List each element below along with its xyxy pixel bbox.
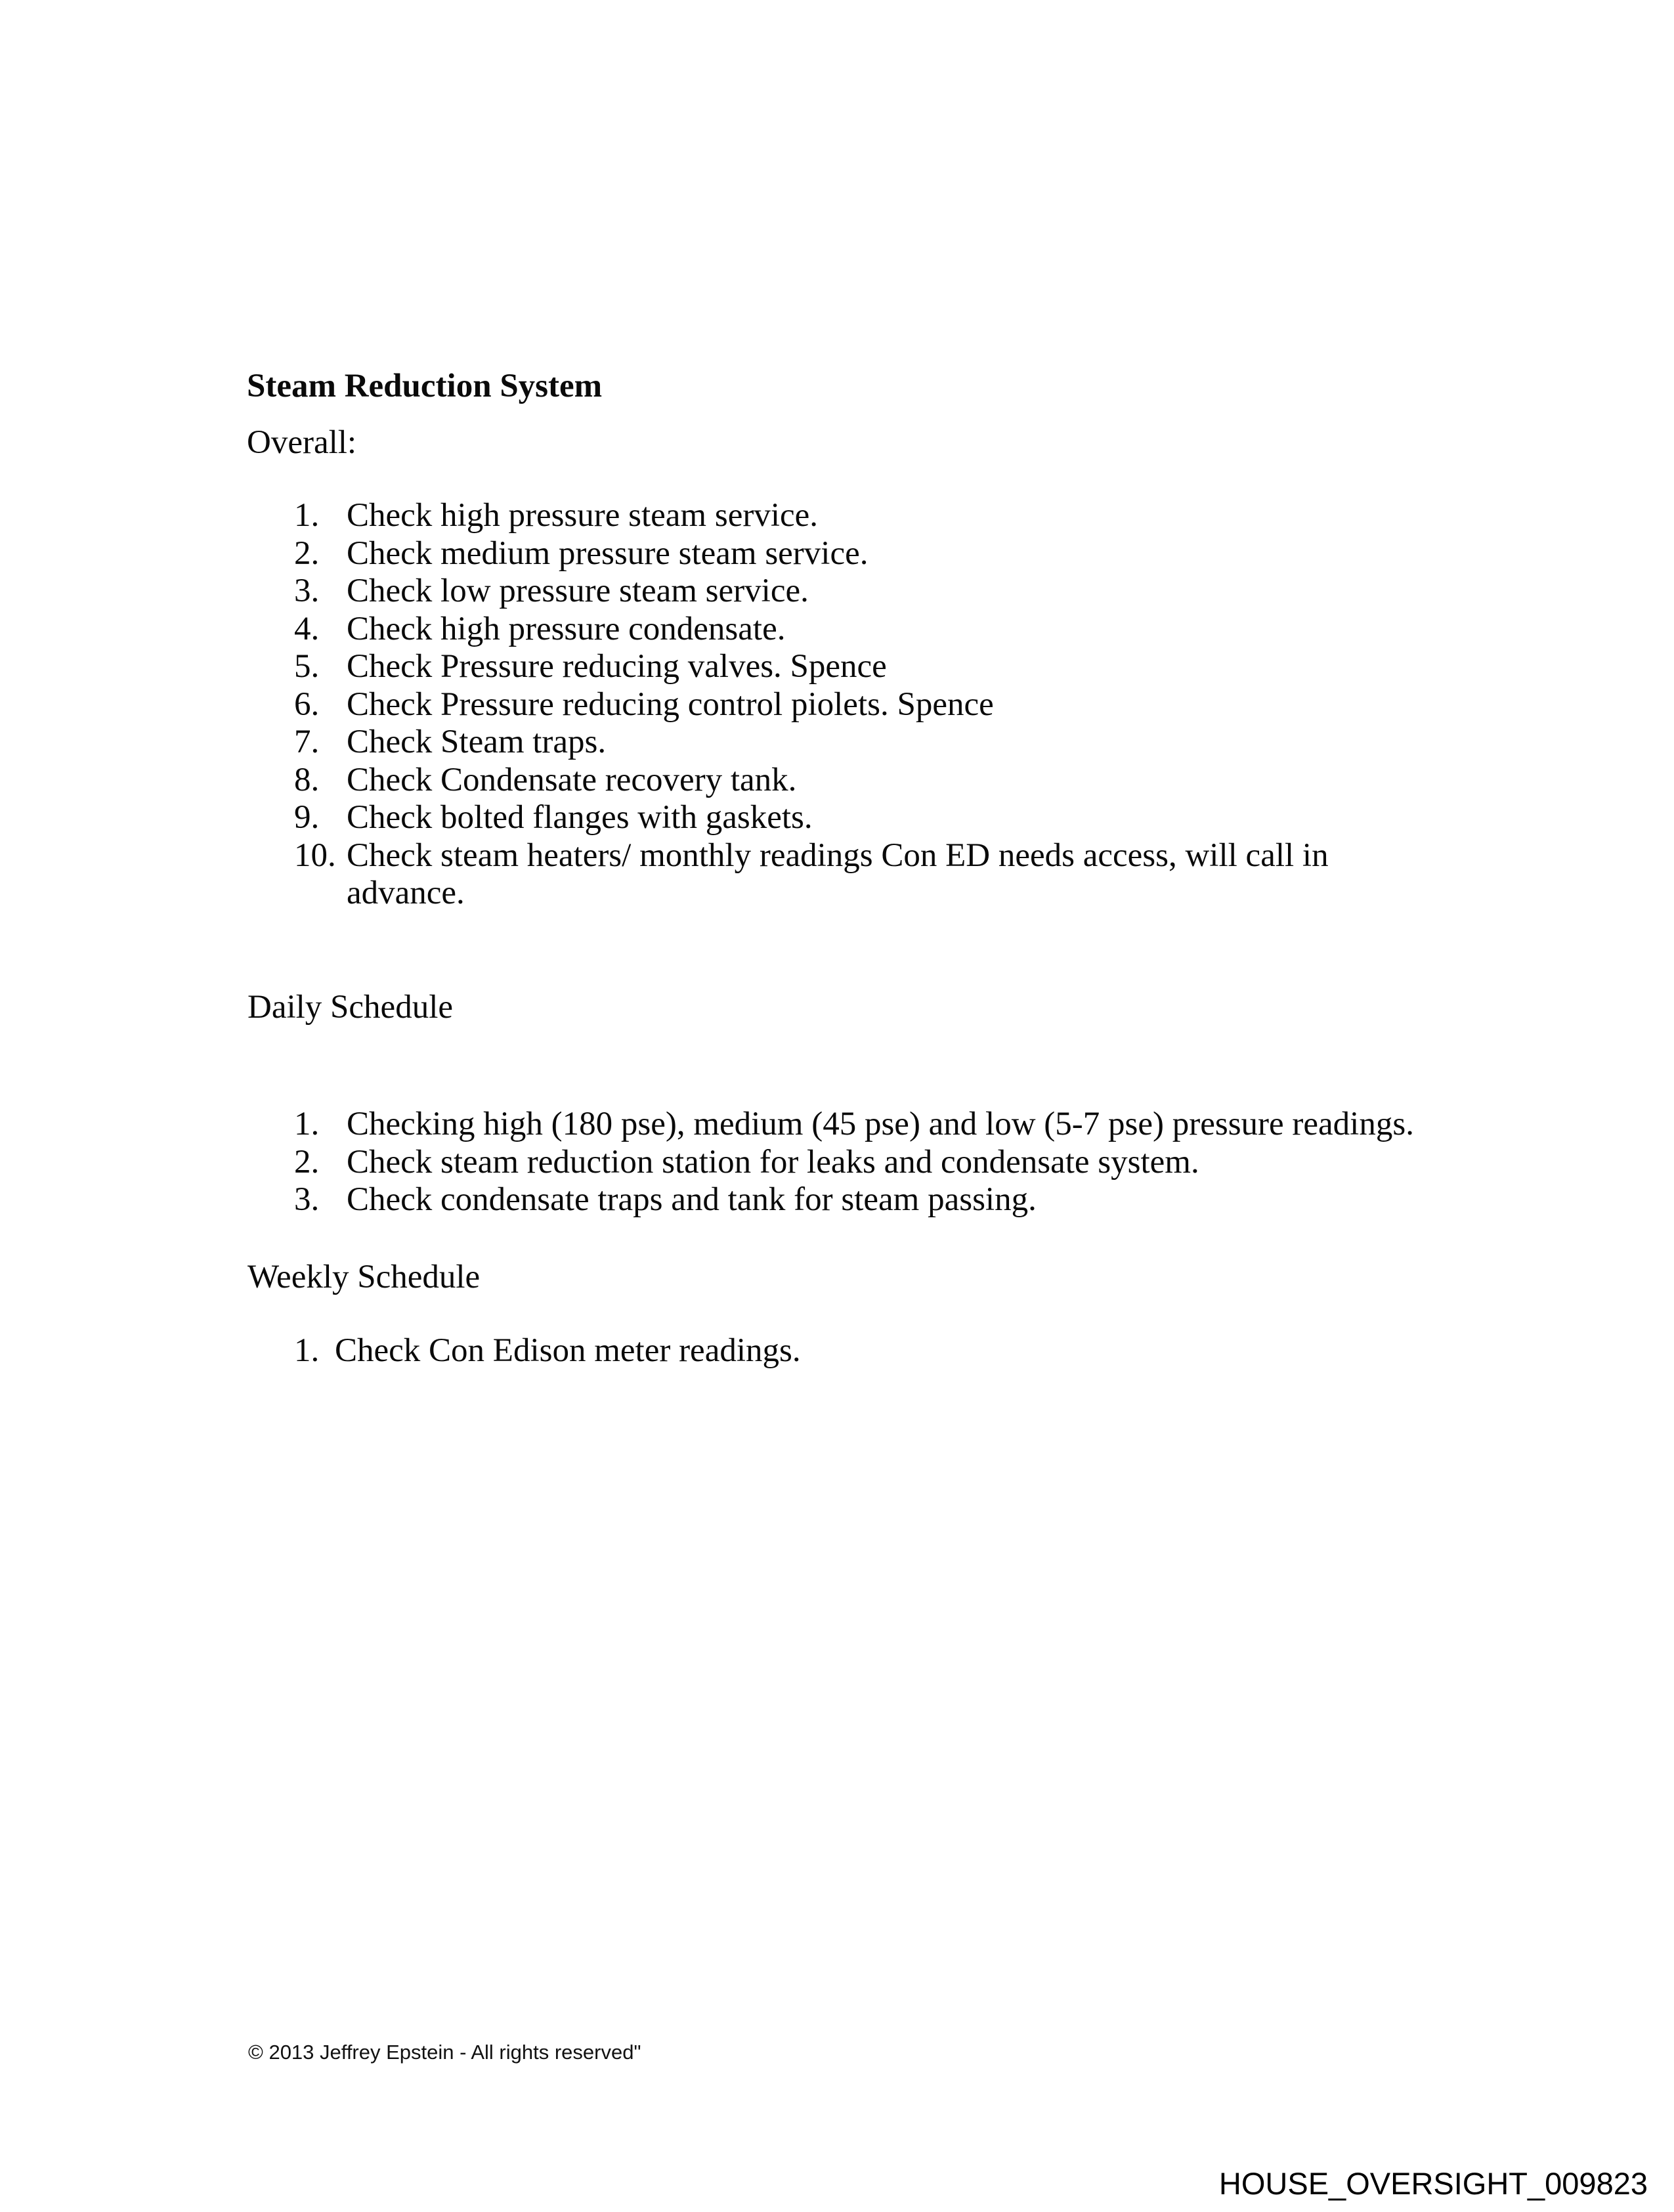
list-item-number: 10.: [294, 836, 336, 874]
list-item-number: 2.: [294, 534, 320, 572]
list-item-number: 2.: [294, 1143, 320, 1181]
list-item: [294, 1181, 1476, 1219]
document-title: Steam Reduction System: [247, 368, 603, 405]
list-item-text: Check steam reduction station for leaks and condensate system.: [347, 1143, 1199, 1181]
list-item-number: 8.: [294, 761, 320, 798]
list-item: [294, 611, 1371, 649]
list-item-text: Check bolted flanges with gaskets.: [347, 799, 813, 836]
list-item-text: Check low pressure steam service.: [347, 573, 809, 609]
list-item-number: 1.: [294, 497, 320, 534]
daily-schedule-heading: Daily Schedule: [247, 989, 453, 1026]
list-item: [294, 762, 1371, 800]
list-item: [294, 1332, 1410, 1370]
list-item-text: Check Con Edison meter readings.: [335, 1332, 801, 1369]
list-item-text: Checking high (180 pse), medium (45 pse) and low (5-7 pse) pressure readings.: [347, 1106, 1414, 1142]
list-item: [294, 799, 1371, 837]
list-item: [294, 686, 1371, 724]
list-item-text: Check high pressure steam service.: [347, 497, 819, 534]
overall-checklist: [294, 497, 1371, 913]
list-item-number: 3.: [294, 1181, 320, 1218]
weekly-schedule-list: [294, 1332, 1410, 1370]
list-item-text: Check condensate traps and tank for steam passing.: [347, 1181, 1037, 1218]
list-item-text: Check high pressure condensate.: [347, 610, 786, 647]
list-item-number: 1.: [294, 1106, 320, 1142]
list-item: [294, 724, 1371, 762]
weekly-schedule-heading: Weekly Schedule: [247, 1259, 481, 1295]
copyright-line: © 2013 Jeffrey Epstein - All rights reserved": [248, 2041, 641, 2064]
list-item-text: Check medium pressure steam service.: [347, 534, 869, 572]
list-item-number: 6.: [294, 685, 320, 723]
list-item-text: Check Pressure reducing control piolets. Spence: [347, 685, 994, 723]
list-item-text: Check Pressure reducing valves. Spence: [347, 648, 887, 685]
bates-number: HOUSE_OVERSIGHT_009823: [1218, 2166, 1648, 2201]
list-item-number: 3.: [294, 573, 320, 609]
overall-heading: Overall:: [247, 424, 357, 461]
list-item-text: Check Steam traps.: [347, 724, 607, 760]
list-item: [294, 497, 1371, 535]
daily-schedule-list: [294, 1106, 1476, 1219]
list-item-number: 9.: [294, 799, 320, 836]
list-item-text: Check Condensate recovery tank.: [347, 761, 797, 798]
list-item-number: 4.: [294, 610, 320, 647]
list-item-text: Check steam heaters/ monthly readings Con ED needs access, will call in advance.: [347, 836, 1329, 911]
list-item-number: 5.: [294, 648, 320, 685]
list-item-number: 7.: [294, 724, 320, 760]
list-item: [294, 1106, 1476, 1144]
list-item: [294, 573, 1371, 611]
list-item: [294, 837, 1371, 913]
list-item-number: 1.: [294, 1332, 320, 1369]
list-item: [294, 648, 1371, 686]
list-item: [294, 535, 1371, 573]
list-item: [294, 1144, 1476, 1182]
